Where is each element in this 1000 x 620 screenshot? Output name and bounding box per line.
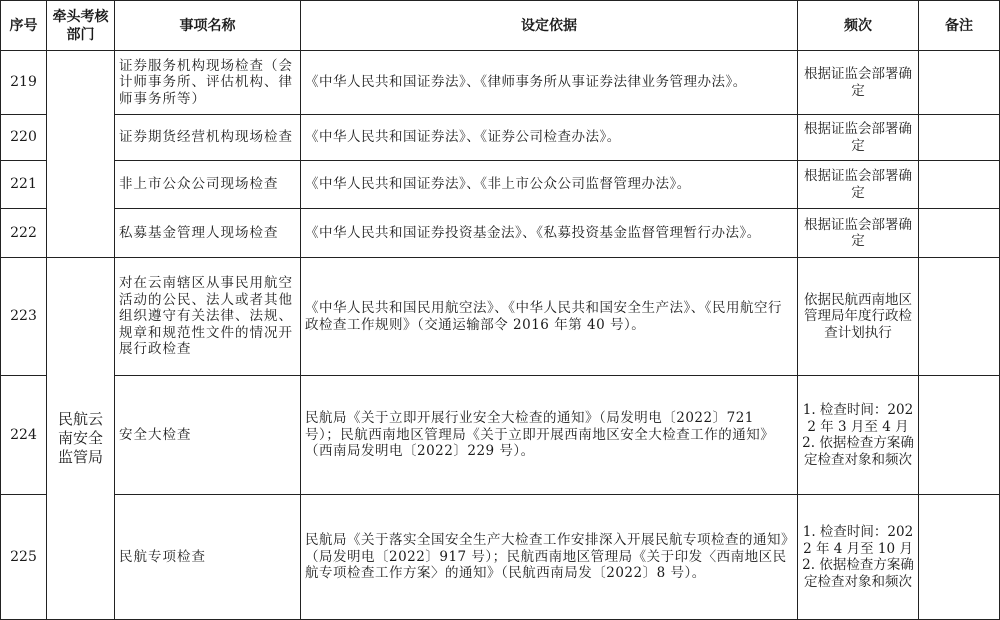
cell-note [919,258,1000,376]
table-row [1,495,1000,620]
cell-note [919,115,1000,161]
cell-name: 安全大检查 [115,376,301,495]
cell-seq: 223 [1,258,47,376]
cell-note [919,376,1000,495]
cell-name: 证券期货经营机构现场检查 [115,115,301,161]
cell-name: 民航专项检查 [115,495,301,620]
header-dept: 牵头考核部门 [47,1,115,51]
cell-basis: 《中华人民共和国证券法》、《证券公司检查办法》。 [301,115,798,161]
cell-frequency: 根据证监会部署确定 [798,51,919,115]
table-row [1,51,1000,115]
cell-seq: 222 [1,209,47,258]
cell-seq: 225 [1,495,47,620]
cell-frequency: 根据证监会部署确定 [798,161,919,209]
table-row [1,161,1000,209]
cell-note [919,161,1000,209]
header-frequency: 频次 [798,1,919,51]
cell-basis: 《中华人民共和国证券法》、《非上市公众公司监督管理办法》。 [301,161,798,209]
table-row [1,115,1000,161]
cell-name: 证券服务机构现场检查（会计师事务所、评估机构、律师事务所等） [115,51,301,115]
header-seq: 序号 [1,1,47,51]
header-basis: 设定依据 [301,1,798,51]
cell-name: 对在云南辖区从事民用航空活动的公民、法人或者其他组织遵守有关法律、法规、规章和规范性文件的情况开展行政检查 [115,258,301,376]
table-row [1,258,1000,376]
cell-seq: 221 [1,161,47,209]
cell-basis: 《中华人民共和国证券投资基金法》、《私募投资基金监督管理暂行办法》。 [301,209,798,258]
table-header-row [1,1,1000,51]
cell-frequency: 1. 检查时间：2022 年 3 月至 4 月 2. 依据检查方案确定检查对象和频次 [798,376,919,495]
cell-dept: 民航云南安全监管局 [47,258,115,620]
cell-frequency: 1. 检查时间：2022 年 4 月至 10 月 2. 依据检查方案确定检查对象和频次 [798,495,919,620]
cell-seq: 224 [1,376,47,495]
cell-frequency: 根据证监会部署确定 [798,209,919,258]
cell-name: 私募基金管理人现场检查 [115,209,301,258]
cell-basis: 《中华人民共和国民用航空法》、《中华人民共和国安全生产法》、《民用航空行政检查工作规则》（交通运输部令 2016 年第 40 号）。 [301,258,798,376]
cell-note [919,495,1000,620]
header-name: 事项名称 [115,1,301,51]
table-row [1,376,1000,495]
cell-note [919,51,1000,115]
cell-seq: 220 [1,115,47,161]
cell-basis: 民航局《关于立即开展行业安全大检查的通知》（局发明电〔2022〕721 号）；民航西南地区管理局《关于立即开展西南地区安全大检查工作的通知》（西南局发明电〔2022〕229 号）。 [301,376,798,495]
cell-basis: 民航局《关于落实全国安全生产大检查工作安排深入开展民航专项检查的通知》（局发明电〔2022〕917 号）；民航西南地区管理局《关于印发〈西南地区民航专项检查工作方案〉的通知》（民航西南局发〔2022〕8 号）。 [301,495,798,620]
cell-basis: 《中华人民共和国证券法》、《律师事务所从事证券法律业务管理办法》。 [301,51,798,115]
cell-frequency: 依据民航西南地区管理局年度行政检查计划执行 [798,258,919,376]
cell-dept-empty [47,51,115,258]
cell-seq: 219 [1,51,47,115]
table-row [1,209,1000,258]
cell-name: 非上市公众公司现场检查 [115,161,301,209]
header-note: 备注 [919,1,1000,51]
cell-note [919,209,1000,258]
cell-frequency: 根据证监会部署确定 [798,115,919,161]
